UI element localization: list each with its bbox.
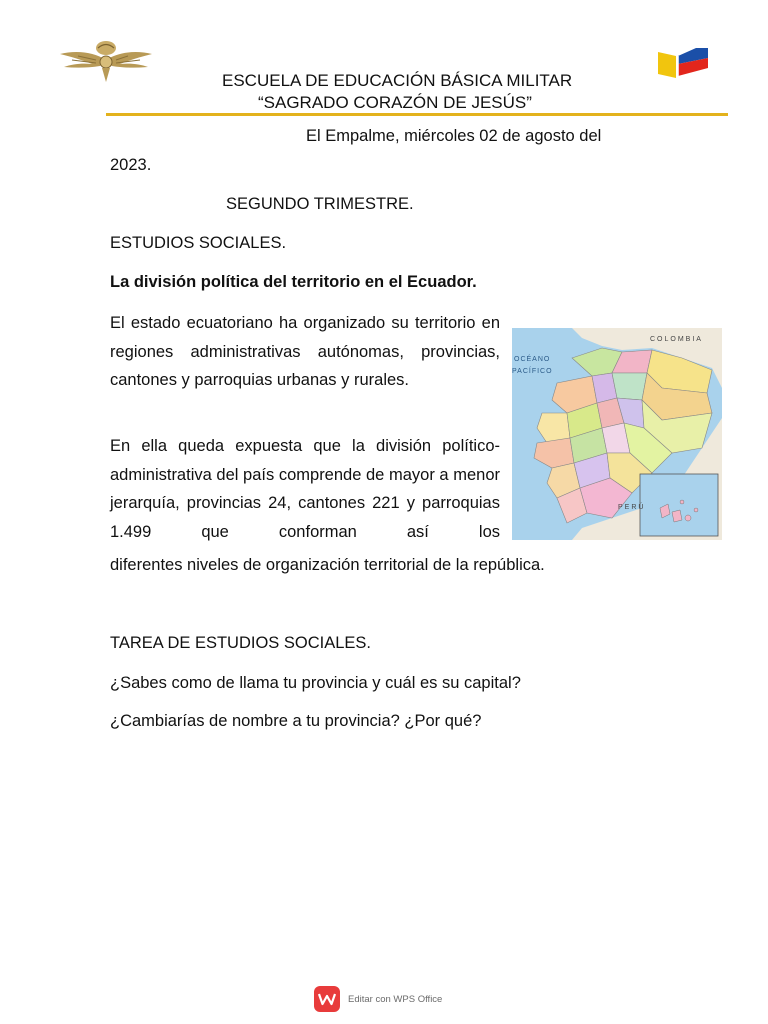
- map-label-ocean-1: OCÉANO: [514, 356, 551, 363]
- military-wings-logo: [58, 38, 154, 84]
- book-flag-logo: [656, 44, 710, 80]
- date-year: 2023.: [110, 156, 152, 174]
- map-label-colombia: COLOMBIA: [650, 336, 703, 343]
- task-heading: TAREA DE ESTUDIOS SOCIALES.: [110, 634, 372, 652]
- ecuador-map: [512, 328, 722, 540]
- map-label-peru: PERÚ: [618, 504, 646, 511]
- subject-heading: ESTUDIOS SOCIALES.: [110, 234, 287, 252]
- wps-edit-label: Editar con WPS Office: [348, 993, 443, 1005]
- date-line: El Empalme, miércoles 02 de agosto del: [306, 127, 602, 145]
- wps-edit-button[interactable]: [314, 986, 464, 1012]
- division-paragraph: En ella queda expuesta que la división político-administrativa del país comprende de mayor a menor jerarquía, provincias 24, cantones 221 y parroquias 1.499 que conforman así los: [110, 437, 500, 541]
- wps-logo-icon: [314, 986, 340, 1012]
- task-question-2: ¿Cambiarías de nombre a tu provincia? ¿Por qué?: [110, 712, 482, 730]
- header-rule: [106, 113, 728, 116]
- map-label-ocean-2: PACÍFICO: [512, 368, 553, 375]
- topic-heading: La división política del territorio en el Ecuador.: [110, 273, 477, 291]
- term-heading: SEGUNDO TRIMESTRE.: [226, 195, 414, 213]
- task-question-1: ¿Sabes como de llama tu provincia y cuál es su capital?: [110, 674, 521, 692]
- school-subtitle: “SAGRADO CORAZÓN DE JESÚS”: [258, 93, 532, 112]
- intro-paragraph: El estado ecuatoriano ha organizado su territorio en regiones administrativas autónomas, provincias, cantones y parroquias urbanas y rurales.: [110, 314, 500, 389]
- school-name: ESCUELA DE EDUCACIÓN BÁSICA MILITAR: [222, 71, 573, 90]
- division-paragraph-end: diferentes niveles de organización territorial de la república.: [110, 556, 545, 574]
